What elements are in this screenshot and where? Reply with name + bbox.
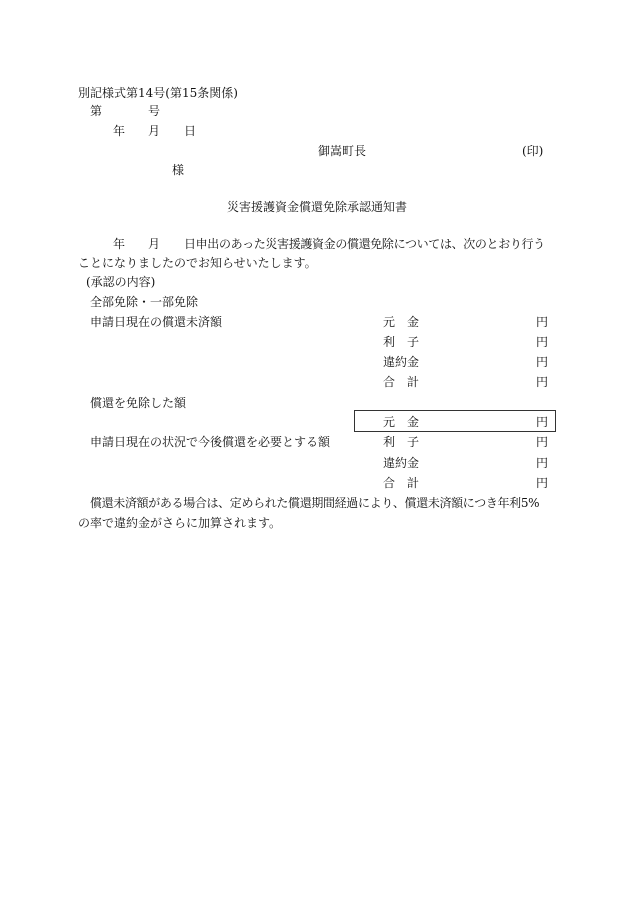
number-prefix: 第 xyxy=(90,104,103,118)
yen-unit: 円 xyxy=(536,355,549,369)
number-suffix: 号 xyxy=(148,104,161,118)
remaining-interest-label: 利 子 xyxy=(383,435,420,449)
date-day: 日 xyxy=(184,124,197,138)
yen-unit: 円 xyxy=(536,375,549,389)
document-title: 災害援護資金償還免除承認通知書 xyxy=(227,200,408,214)
note-line1: 償還未済額がある場合は、定められた償還期間経過により、償還未済額につき年利5% xyxy=(90,496,540,510)
yen-unit: 円 xyxy=(536,335,549,349)
yen-unit: 円 xyxy=(536,415,549,429)
body-month: 月 xyxy=(148,237,161,251)
yen-unit: 円 xyxy=(536,435,549,449)
addressee-honorific: 様 xyxy=(172,163,185,177)
seal-mark: (印) xyxy=(522,144,544,158)
exempted-label: 償還を免除した額 xyxy=(90,396,187,410)
remaining-total-label: 合 計 xyxy=(383,476,420,490)
body-year: 年 xyxy=(113,237,126,251)
body-line1: 日申出のあった災害援護資金の償還免除については、次のとおり行う xyxy=(184,237,545,251)
exempted-principal-label: 元 金 xyxy=(383,415,420,429)
remaining-penalty-label: 違約金 xyxy=(383,456,420,470)
issuer: 御嵩町長 xyxy=(318,144,367,158)
exemption-type: 全部免除・一部免除 xyxy=(90,295,199,309)
unpaid-interest-label: 利 子 xyxy=(383,335,420,349)
body-line2: ことになりましたのでお知らせいたします。 xyxy=(78,256,317,270)
yen-unit: 円 xyxy=(536,456,549,470)
form-number: 別記様式第14号(第15条関係) xyxy=(78,86,238,100)
note-line2: の率で違約金がさらに加算されます。 xyxy=(78,516,282,530)
approval-heading: (承認の内容) xyxy=(86,275,156,289)
unpaid-penalty-label: 違約金 xyxy=(383,355,420,369)
unpaid-principal-label: 元 金 xyxy=(383,315,420,329)
unpaid-total-label: 合 計 xyxy=(383,375,420,389)
remaining-label: 申請日現在の状況で今後償還を必要とする額 xyxy=(90,435,331,449)
date-month: 月 xyxy=(148,124,161,138)
yen-unit: 円 xyxy=(536,315,549,329)
yen-unit: 円 xyxy=(536,476,549,490)
date-year: 年 xyxy=(113,124,126,138)
unpaid-label: 申請日現在の償還未済額 xyxy=(90,315,223,329)
